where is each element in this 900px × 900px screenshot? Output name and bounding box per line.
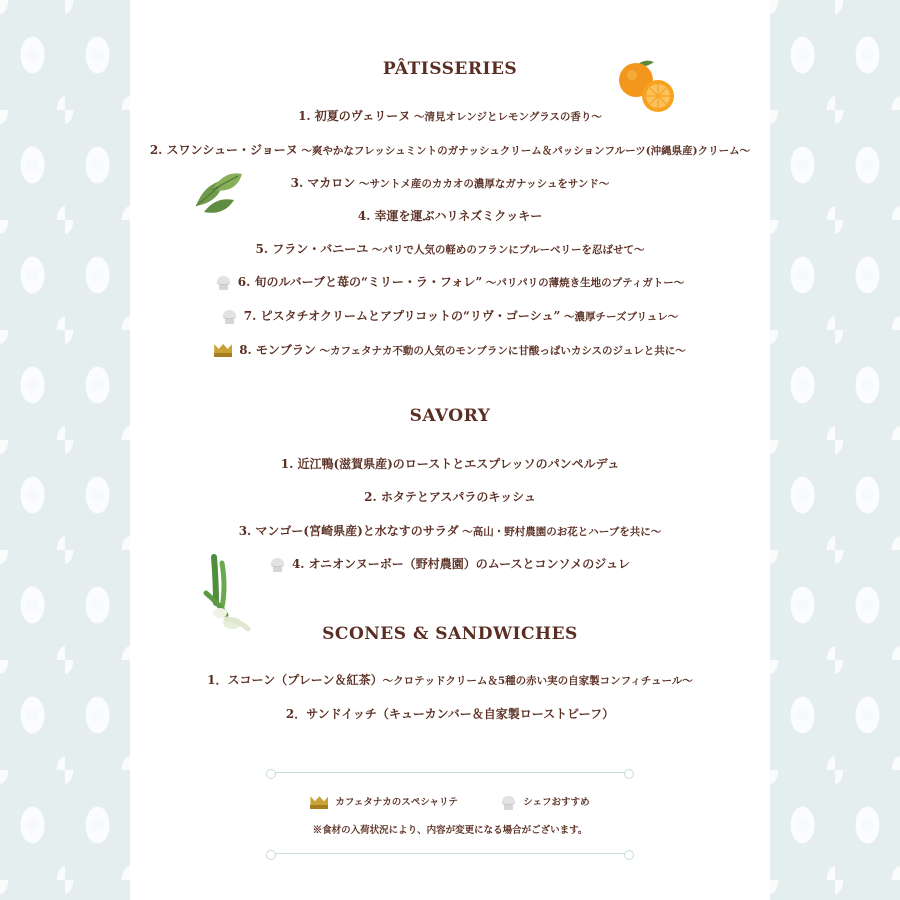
section-title-scones-sandwiches: SCONES & SANDWICHES <box>322 624 578 644</box>
legend-specialty-label: カフェタナカのスペシャリテ <box>335 797 458 809</box>
menu-item-savory-2 <box>130 488 770 505</box>
availability-note: ※食材の入荷状況により、内容が変更になる場合がございます。 <box>312 825 588 836</box>
menu-item-patisserie-8 <box>130 341 770 358</box>
item-name: 2. ホタテとアスパラのキッシュ <box>364 490 536 504</box>
menu-paper <box>130 0 770 900</box>
item-description: ～パリパリの薄焼き生地のプティガトー～ <box>482 277 685 289</box>
item-description: ～濃厚チーズブリュレ～ <box>560 311 679 323</box>
menu-item-scones-2 <box>130 705 770 722</box>
menu-item-savory-1 <box>130 455 770 472</box>
crown-icon <box>214 344 232 357</box>
item-name: 3. マカロン <box>290 176 356 190</box>
menu-item-patisserie-2 <box>130 141 770 158</box>
legend-chef <box>501 794 589 810</box>
item-description: ～パリで人気の軽めのフランにブルーベリーを忍ばせて～ <box>368 244 645 256</box>
menu-item-savory-4 <box>130 555 770 572</box>
item-name: 7. ピスタチオクリームとアプリコットの“リヴ・ゴーシュ” <box>243 309 561 323</box>
item-description: ～清見オレンジとレモングラスの香り～ <box>410 111 602 123</box>
item-name: 1. 近江鴨(滋賀県産)のローストとエスプレッソのパンペルデュ <box>280 457 620 471</box>
item-description: ～サントメ産のカカオの濃厚なガナッシュをサンド～ <box>355 178 610 190</box>
item-description: ～高山・野村農園のお花とハーブを共に～ <box>458 526 662 538</box>
damask-border-left <box>0 0 130 900</box>
item-name: 5. フラン・バニーユ <box>255 242 369 256</box>
crown-icon <box>310 796 328 809</box>
item-name: 1. 初夏のヴェリーヌ <box>298 109 411 123</box>
item-description: ～爽やかなフレッシュミントのガナッシュクリーム＆パッションフルーツ(沖縄県産)クリーム～ <box>297 145 751 157</box>
section-title-savory: SAVORY <box>409 406 491 426</box>
menu-item-patisserie-3 <box>130 174 770 191</box>
item-description: ～カフェタナカ不動の人気のモンブランに甘酸っぱいカシスのジュレと共に～ <box>315 345 686 357</box>
item-name: 6. 旬のルバーブと苺の“ミリー・ラ・フォレ” <box>237 275 483 289</box>
menu-item-scones-1 <box>130 671 770 688</box>
menu-item-patisserie-5 <box>130 240 770 257</box>
menu-item-savory-3 <box>130 522 770 539</box>
item-name: 4. 幸運を運ぶハリネズミクッキー <box>357 209 543 223</box>
chef-hat-icon <box>222 310 237 324</box>
chef-hat-icon <box>270 558 285 572</box>
legend-chef-label: シェフおすすめ <box>523 797 590 808</box>
legend-specialty <box>310 794 457 809</box>
menu-item-patisserie-6 <box>130 273 770 290</box>
menu-item-patisserie-7 <box>130 307 770 324</box>
item-name: 1．スコーン（プレーン＆紅茶） <box>207 673 383 687</box>
item-name: 3. マンゴー(宮崎県産)と水なすのサラダ <box>238 524 459 538</box>
chef-hat-icon <box>216 276 231 290</box>
menu-item-patisserie-4 <box>130 207 770 224</box>
damask-border-right <box>770 0 900 900</box>
chef-hat-icon <box>501 796 516 810</box>
item-name: 4. オニオンヌーボー（野村農園）のムースとコンソメのジュレ <box>291 557 631 571</box>
divider-bottom <box>270 853 630 854</box>
section-title-patisseries: PÂTISSERIES <box>382 59 518 79</box>
item-name: 2．サンドイッチ（キューカンバー＆自家製ローストビーフ） <box>285 707 615 721</box>
item-description: ～クロテッドクリーム＆5種の赤い実の自家製コンフィチュール～ <box>382 675 693 687</box>
menu-item-patisserie-1 <box>130 107 770 124</box>
legend <box>130 794 770 810</box>
divider-top <box>270 772 630 773</box>
item-name: 8. モンブラン <box>239 343 316 357</box>
item-name: 2. スワンシュー・ジョーヌ <box>149 143 298 157</box>
